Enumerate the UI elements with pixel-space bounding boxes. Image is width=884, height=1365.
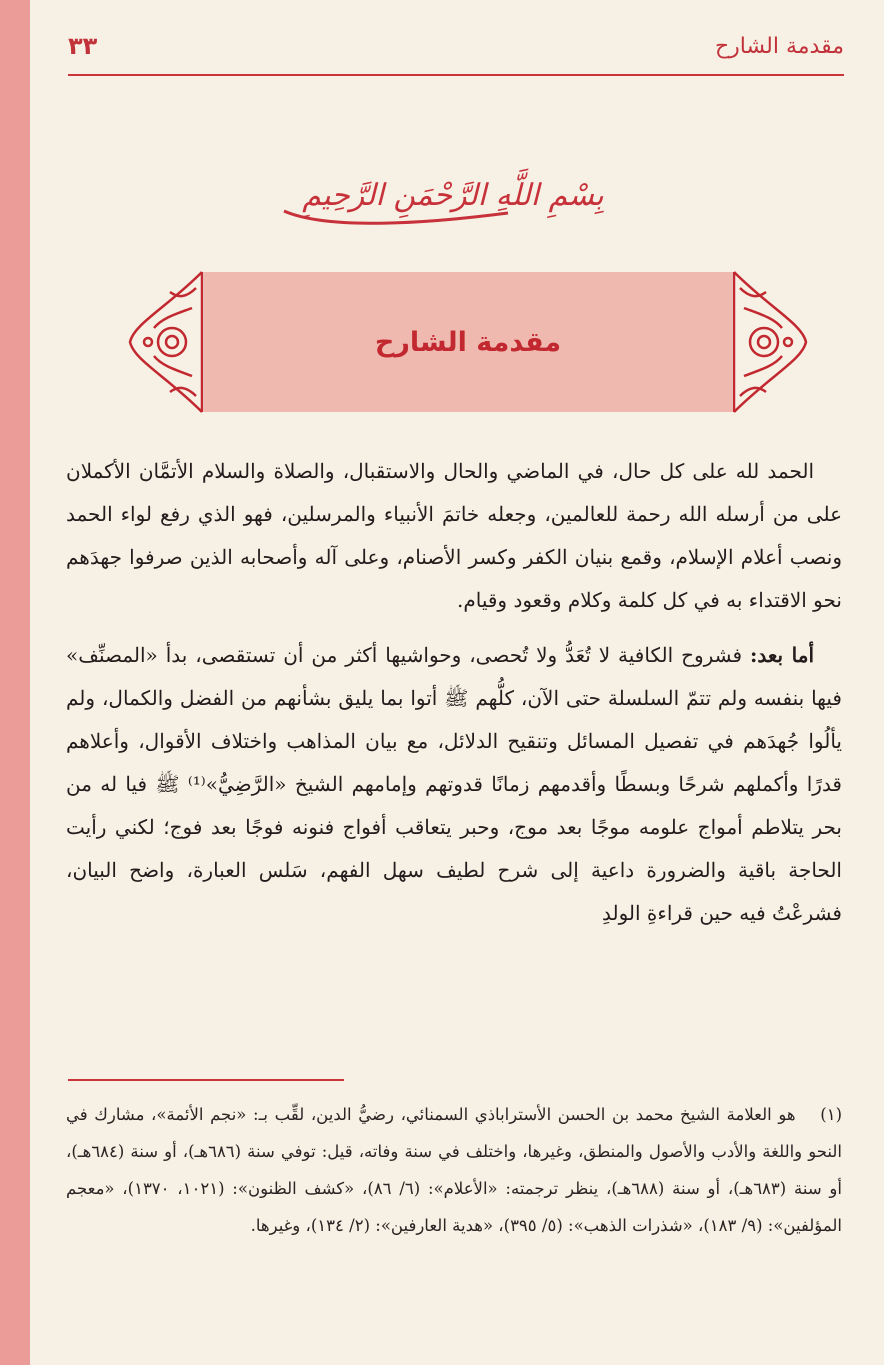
page-number: ٣٣ xyxy=(68,32,98,60)
paragraph-opening xyxy=(66,450,842,622)
book-page xyxy=(58,0,848,1365)
basmala-flourish xyxy=(280,205,512,227)
right-arabesque-ornament xyxy=(730,268,808,416)
section-title-block xyxy=(128,268,808,416)
section-title: مقدمة الشارح xyxy=(374,326,562,358)
paragraph-lead-in: أما بعد: xyxy=(750,643,815,667)
running-header-title: مقدمة الشارح xyxy=(714,34,844,59)
footnote xyxy=(66,1096,842,1244)
basmala: بِسْمِ اللَّهِ الرَّحْمَنِ الرَّحِيمِ xyxy=(302,178,604,213)
paragraph-text: فشروح الكافية لا تُعَدُّ ولا تُحصى، وحواشيها أكثر من أن تستقصى، بدأ «المصنِّف» فيها بنفسه ولم تتمّ السلسلة حتى الآن، كلُّهم ﷺ أتوا بما يليق بشأنهم من الفضل والكمال، ولم يألُوا جُهدَهم في تفصيل المسائل وتنقيح الدلائل، مع بيان المذاهب واختلاف الأقوال، وأعلاهم قدرًا وأكملهم شرحًا وبسطًا وأقدمهم زمانًا قدوتهم وإمامهم الشيخ «الرَّضِيُّ»⁽¹⁾ ﷺ فيا له من بحر يتلاطم أمواج علومه موجًا بعد موج، وحبر يتعاقب أفواج فنونه فوجًا بعد فوج؛ لكني رأيت الحاجة باقية والضرورة داعية إلى شرح لطيف سهل الفهم، سَلس العبارة، واضح البيان، فشرعْتُ فيه حين قراءةِ الولدِ xyxy=(66,643,843,925)
section-title-box xyxy=(204,272,732,412)
paragraph-text: الحمد لله على كل حال، في الماضي والحال والاستقبال، والصلاة والسلام الأتمَّان الأكملان على من أرسله الله رحمة للعالمين، وجعله خاتمَ الأنبياء والمرسلين، فهو الذي رفع لواء الحمد ونصب أعلام الإسلام، وقمع بنيان الكفر وكسر الأصنام، وعلى آله وأصحابه الذين صرفوا جهدَهم نحو الاقتداء به في كل كلمة وكلام وقعود وقيام. xyxy=(66,459,842,612)
footnote-text: هو العلامة الشيخ محمد بن الحسن الأستراباذي السمنائي، رضيُّ الدين، لقِّب بـ: «نجم الأئمة»، مشارك في النحو واللغة والأدب والأصول والمنطق، وغيرها، واختلف في سنة وفاته، قيل: توفي سنة (٦٨٦هـ)، أو سنة (٦٨٤هـ)، أو سنة (٦٨٣هـ)، أو سنة (٦٨٨هـ)، ينظر ترجمته: «الأعلام»: (٦/ ٨٦)، «كشف الظنون»: (١٠٢١، ١٣٧٠)، «معجم المؤلفين»: (٩/ ١٨٣)، «شذرات الذهب»: (٥/ ٣٩٥)، «هدية العارفين»: (٢/ ١٣٤)، وغيرها. xyxy=(66,1105,842,1235)
main-text xyxy=(66,450,842,947)
running-header xyxy=(68,30,844,76)
page-edge-strip xyxy=(0,0,30,1365)
left-arabesque-ornament xyxy=(128,268,206,416)
paragraph-amma-bad xyxy=(66,634,842,935)
footnote-marker: (١) xyxy=(820,1105,842,1124)
footnote-divider xyxy=(68,1079,344,1081)
